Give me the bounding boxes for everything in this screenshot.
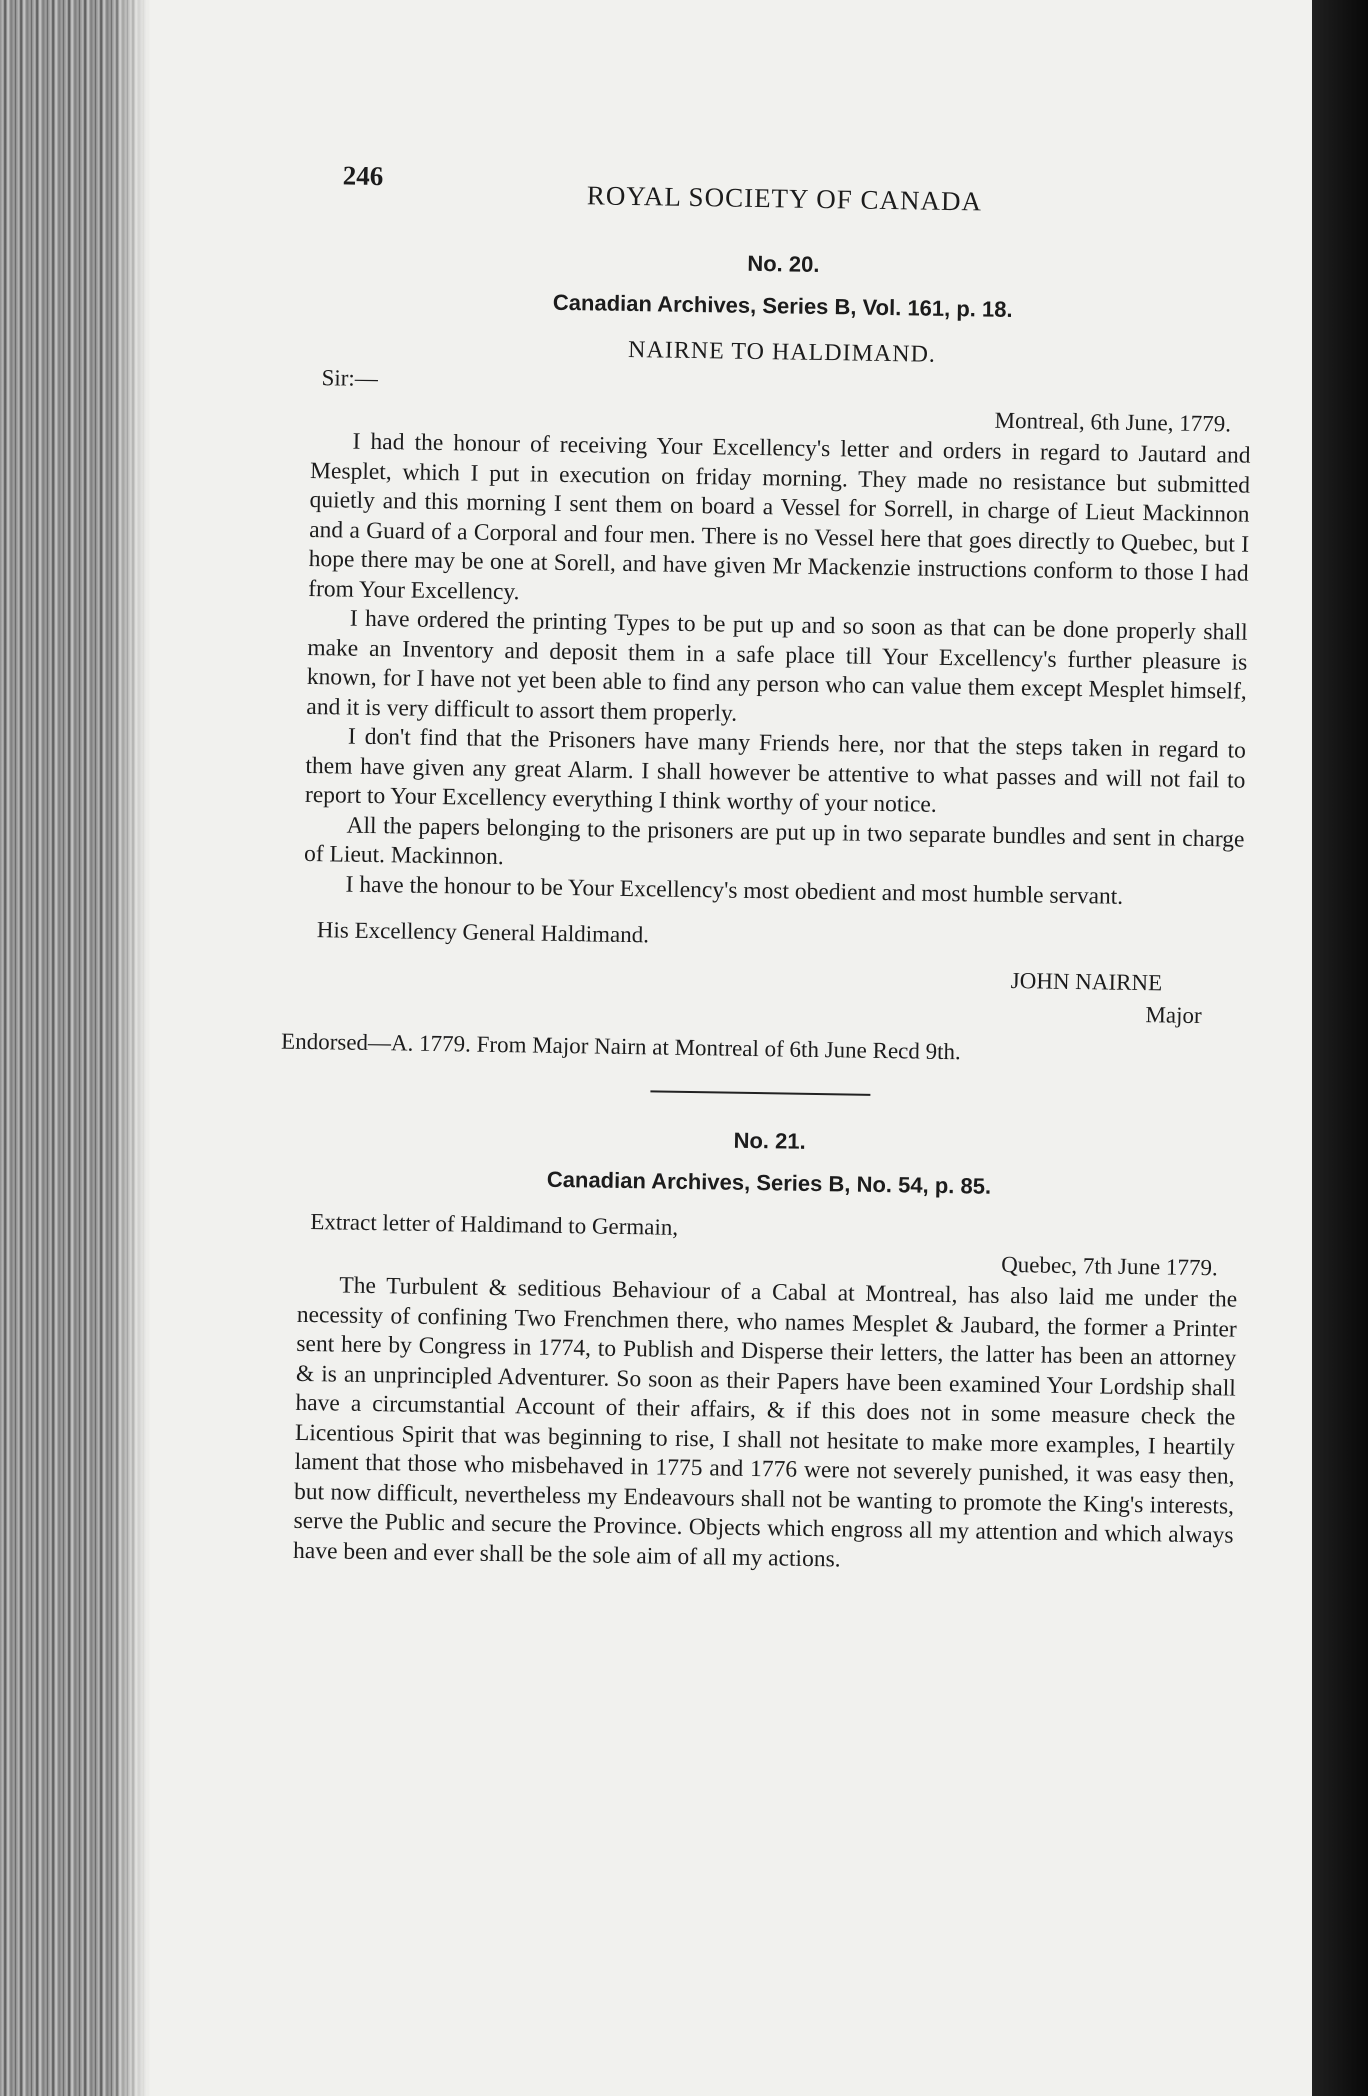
document-number: No. 21. — [733, 1127, 806, 1154]
running-head — [314, 160, 1255, 225]
book-page — [280, 160, 1254, 2055]
running-head-title: ROYAL SOCIETY OF CANADA — [586, 180, 983, 217]
signature-title: Major — [1145, 1002, 1202, 1029]
letter-paragraph: I have the honour to be Your Excellency's most obedient and most humble servant. — [345, 871, 1124, 910]
document-source: Canadian Archives, Series B, No. 54, p. 85. — [546, 1166, 992, 1199]
endorsement: Endorsed—A. 1779. From Major Nairn at Montreal of 6th June Recd 9th. — [280, 1028, 961, 1065]
dateline: Montreal, 6th June, 1779. — [994, 407, 1232, 437]
document-20 — [280, 244, 1254, 1070]
signature: JOHN NAIRNE — [1010, 968, 1163, 996]
section-divider — [650, 1090, 870, 1095]
document-21 — [293, 1121, 1240, 1581]
letter-paragraph: I have ordered the printing Types to be put up and so soon as that can be done properly shall make an Inventory and deposit them in a safe place till Your Excellency's further pleasure is known, for I have not yet been able to find any person who can value them except Mesplet himself, and it is very difficult to assort them properly. — [306, 605, 1248, 727]
page-number: 246 — [342, 160, 384, 192]
dateline: Quebec, 7th June 1779. — [1000, 1251, 1218, 1281]
book-binding-right — [1312, 0, 1368, 2096]
extract-intro: Extract letter of Haldimand to Germain, — [310, 1209, 679, 1240]
addressee: His Excellency General Haldimand. — [316, 917, 650, 948]
book-binding-left — [0, 0, 150, 2096]
letter-paragraph: I had the honour of receiving Your Excellency's letter and orders in regard to Jautard and Mesplet, which I put in execution on friday morning. They made no resistance but submitted quietly and this morning I sent them on board a Vessel for Sorrell, in charge of Lieut Mackinnon and a Guard of a Corporal and four men. There is no Vessel here that goes directly to Quebec, but I hope there may be one at Sorell, and have given Mr Mackenzie instructions conform to those I had from Your Excellency. — [308, 428, 1251, 605]
letter-paragraph: The Turbulent & seditious Behaviour of a Cabal at Montreal, has also laid me under the necessity of confining Two Frenchmen there, who names Mesplet & Jaubard, the former a Printer sent here by Congress in 1774, to Publish and Disperse their letters, the latter has been an attorney & is an unprincipled Adventurer. So soon as their Papers have been examined Your Lordship shall have a circumstantial Account of their affairs, & if this does not in some measure check the Licentious Spirit that was beginning to rise, I shall not hesitate to make more examples, I heartily lament that those who misbehaved in 1775 and 1776 were not severely punished, it was easy then, but now difficult, nevertheless my Endeavours shall not be wanting to promote the King's interests, serve the Public and secure the Province. Objects which engross all my attention and which always have been and ever shall be the sole aim of all my actions. — [292, 1272, 1238, 1572]
letter-paragraph: All the papers belonging to the prisoners are put up in two separate bundles and sent in charge of Lieut. Mackinnon. — [303, 812, 1245, 871]
document-number: No. 20. — [747, 250, 820, 277]
letter-paragraph: I don't find that the Prisoners have many Friends here, nor that the steps taken in regard to them have given any great Alarm. I shall however be attentive to what passes and will not fail to report to Your Excellency everything I think worthy of your notice. — [304, 723, 1247, 818]
salutation: Sir:— — [321, 365, 379, 392]
document-source: Canadian Archives, Series B, Vol. 161, p. 18. — [552, 289, 1013, 322]
letter-title: NAIRNE TO HALDIMAND. — [627, 336, 937, 368]
